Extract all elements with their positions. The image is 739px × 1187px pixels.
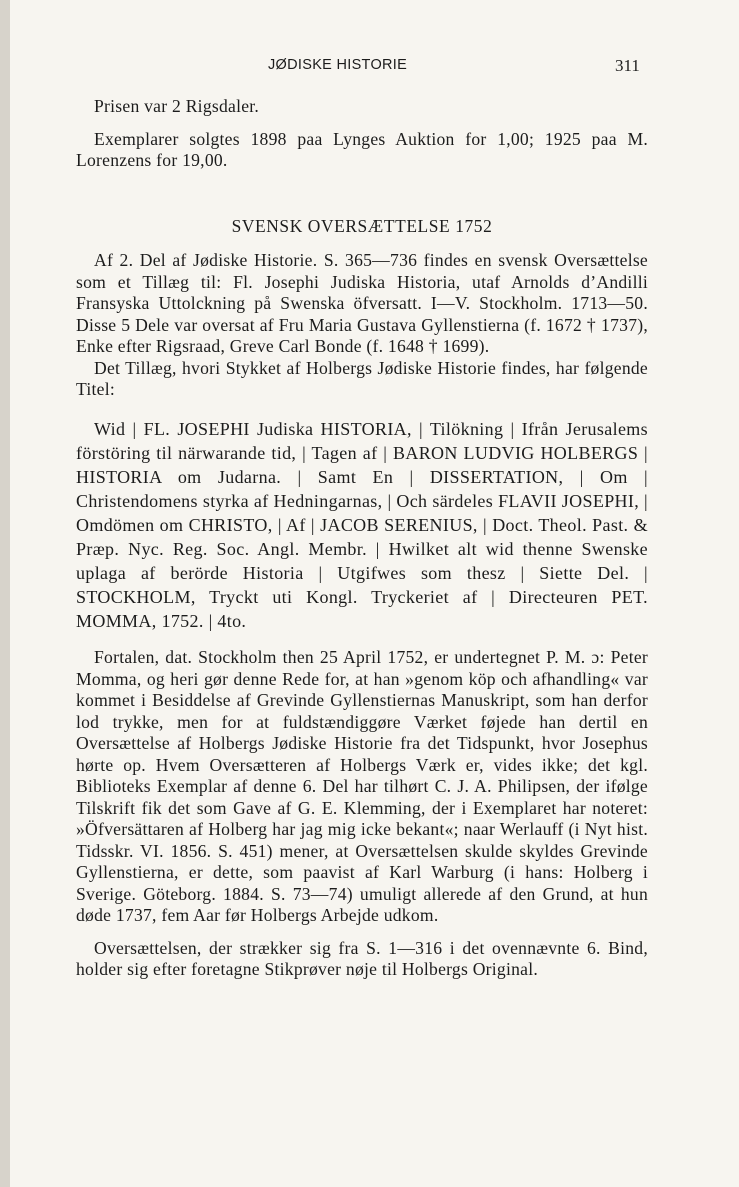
price-paragraph: Prisen var 2 Rigsdaler. [94, 96, 260, 116]
title-page-transcription: Wid | FL. JOSEPHI Judiska HISTORIA, | Tilökning | Ifrån Jerusalems förstöring til närwarande tid, | Tagen af | BARON LUDVIG HOLBERGS | HISTORIA om Judarna. | Samt En | DISSERTATION, | Om | Christendomens styrka af Hedningarnas, | Och särdeles FLAVII JOSEPHI, | Omdömen om CHRISTO, | Af | JACOB SERENIUS, | Doct. Theol. Past. & Præp. Nyc. Reg. Soc. Angl. Membr. | Hwilket alt wid thenne Swenske uplaga af berörde Historia | Utgifwes som thesz | Siette Del. | STOCKHOLM, Tryckt uti Kongl. Tryckeriet af | Directeuren PET. MOMMA, 1752. | 4to. [76, 418, 648, 632]
page-body [76, 96, 648, 981]
running-header [10, 57, 739, 77]
translation-paragraph: Af 2. Del af Jødiske Historie. S. 365—736 findes en svensk Oversættelse som et Tillæg til: Fl. Josephi Judiska Historia, utaf Arnolds d’Andilli Fransyska Uttolckning på Swenska öfversatt. I—V. Stockholm. 1713—50. Disse 5 Dele var oversat af Fru Maria Gustava Gyllenstierna (f. 1672 † 1737), Enke efter Rigsraad, Greve Carl Bonde (f. 1648 † 1699). [76, 250, 648, 356]
conclusion-paragraph: Oversættelsen, der strækker sig fra S. 1—316 i det ovennævnte 6. Bind, holder sig efter foretagne Stikprøver nøje til Holbergs Original. [76, 937, 648, 980]
title-intro-paragraph: Det Tillæg, hvori Stykket af Holbergs Jødiske Historie findes, har følgende Titel: [76, 357, 648, 399]
preface-paragraph: Fortalen, dat. Stockholm then 25 April 1752, er undertegnet P. M. ɔ: Peter Momma, og heri gør denne Rede for, at han »genom köp och afhandling« var kommet i Besiddelse af Grevinde Gyllenstiernas Manuskript, som han derfor lod trykke, men for at fuldstændiggøre Værket føjede han dertil en Oversættelse af Holbergs Jødiske Historie fra det Tidspunkt, hvor Josephus hørte op. Hvem Oversætteren af Holbergs Værk er, vides ikke; det kgl. Biblioteks Exemplar af denne 6. Del har tilhørt C. J. A. Philipsen, der ifølge Tilskrift fik det som Gave af G. E. Klemming, der i Exemplaret har noteret: »Öfversättaren af Holberg har jag mig icke bekant«; naar Werlauff (i Nyt hist. Tidsskr. VI. 1856. S. 451) mener, at Oversættelsen skulde skyldes Grevinde Gyllenstierna, er dette, som paavist af Karl Warburg (i hans: Holberg i Sverige. Göteborg. 1884. S. 73—74) umuligt allerede af den Grund, at hun døde 1737, fem Aar før Holbergs Arbejde udkom. [76, 647, 648, 926]
page-number: 311 [615, 56, 640, 75]
section-title: SVENSK OVERSÆTTELSE 1752 [231, 215, 493, 236]
running-title: JØDISKE HISTORIE [268, 57, 408, 73]
auction-paragraph: Exemplarer solgtes 1898 paa Lynges Auktion for 1,00; 1925 paa M. Lorenzens for 19,00. [76, 128, 648, 170]
